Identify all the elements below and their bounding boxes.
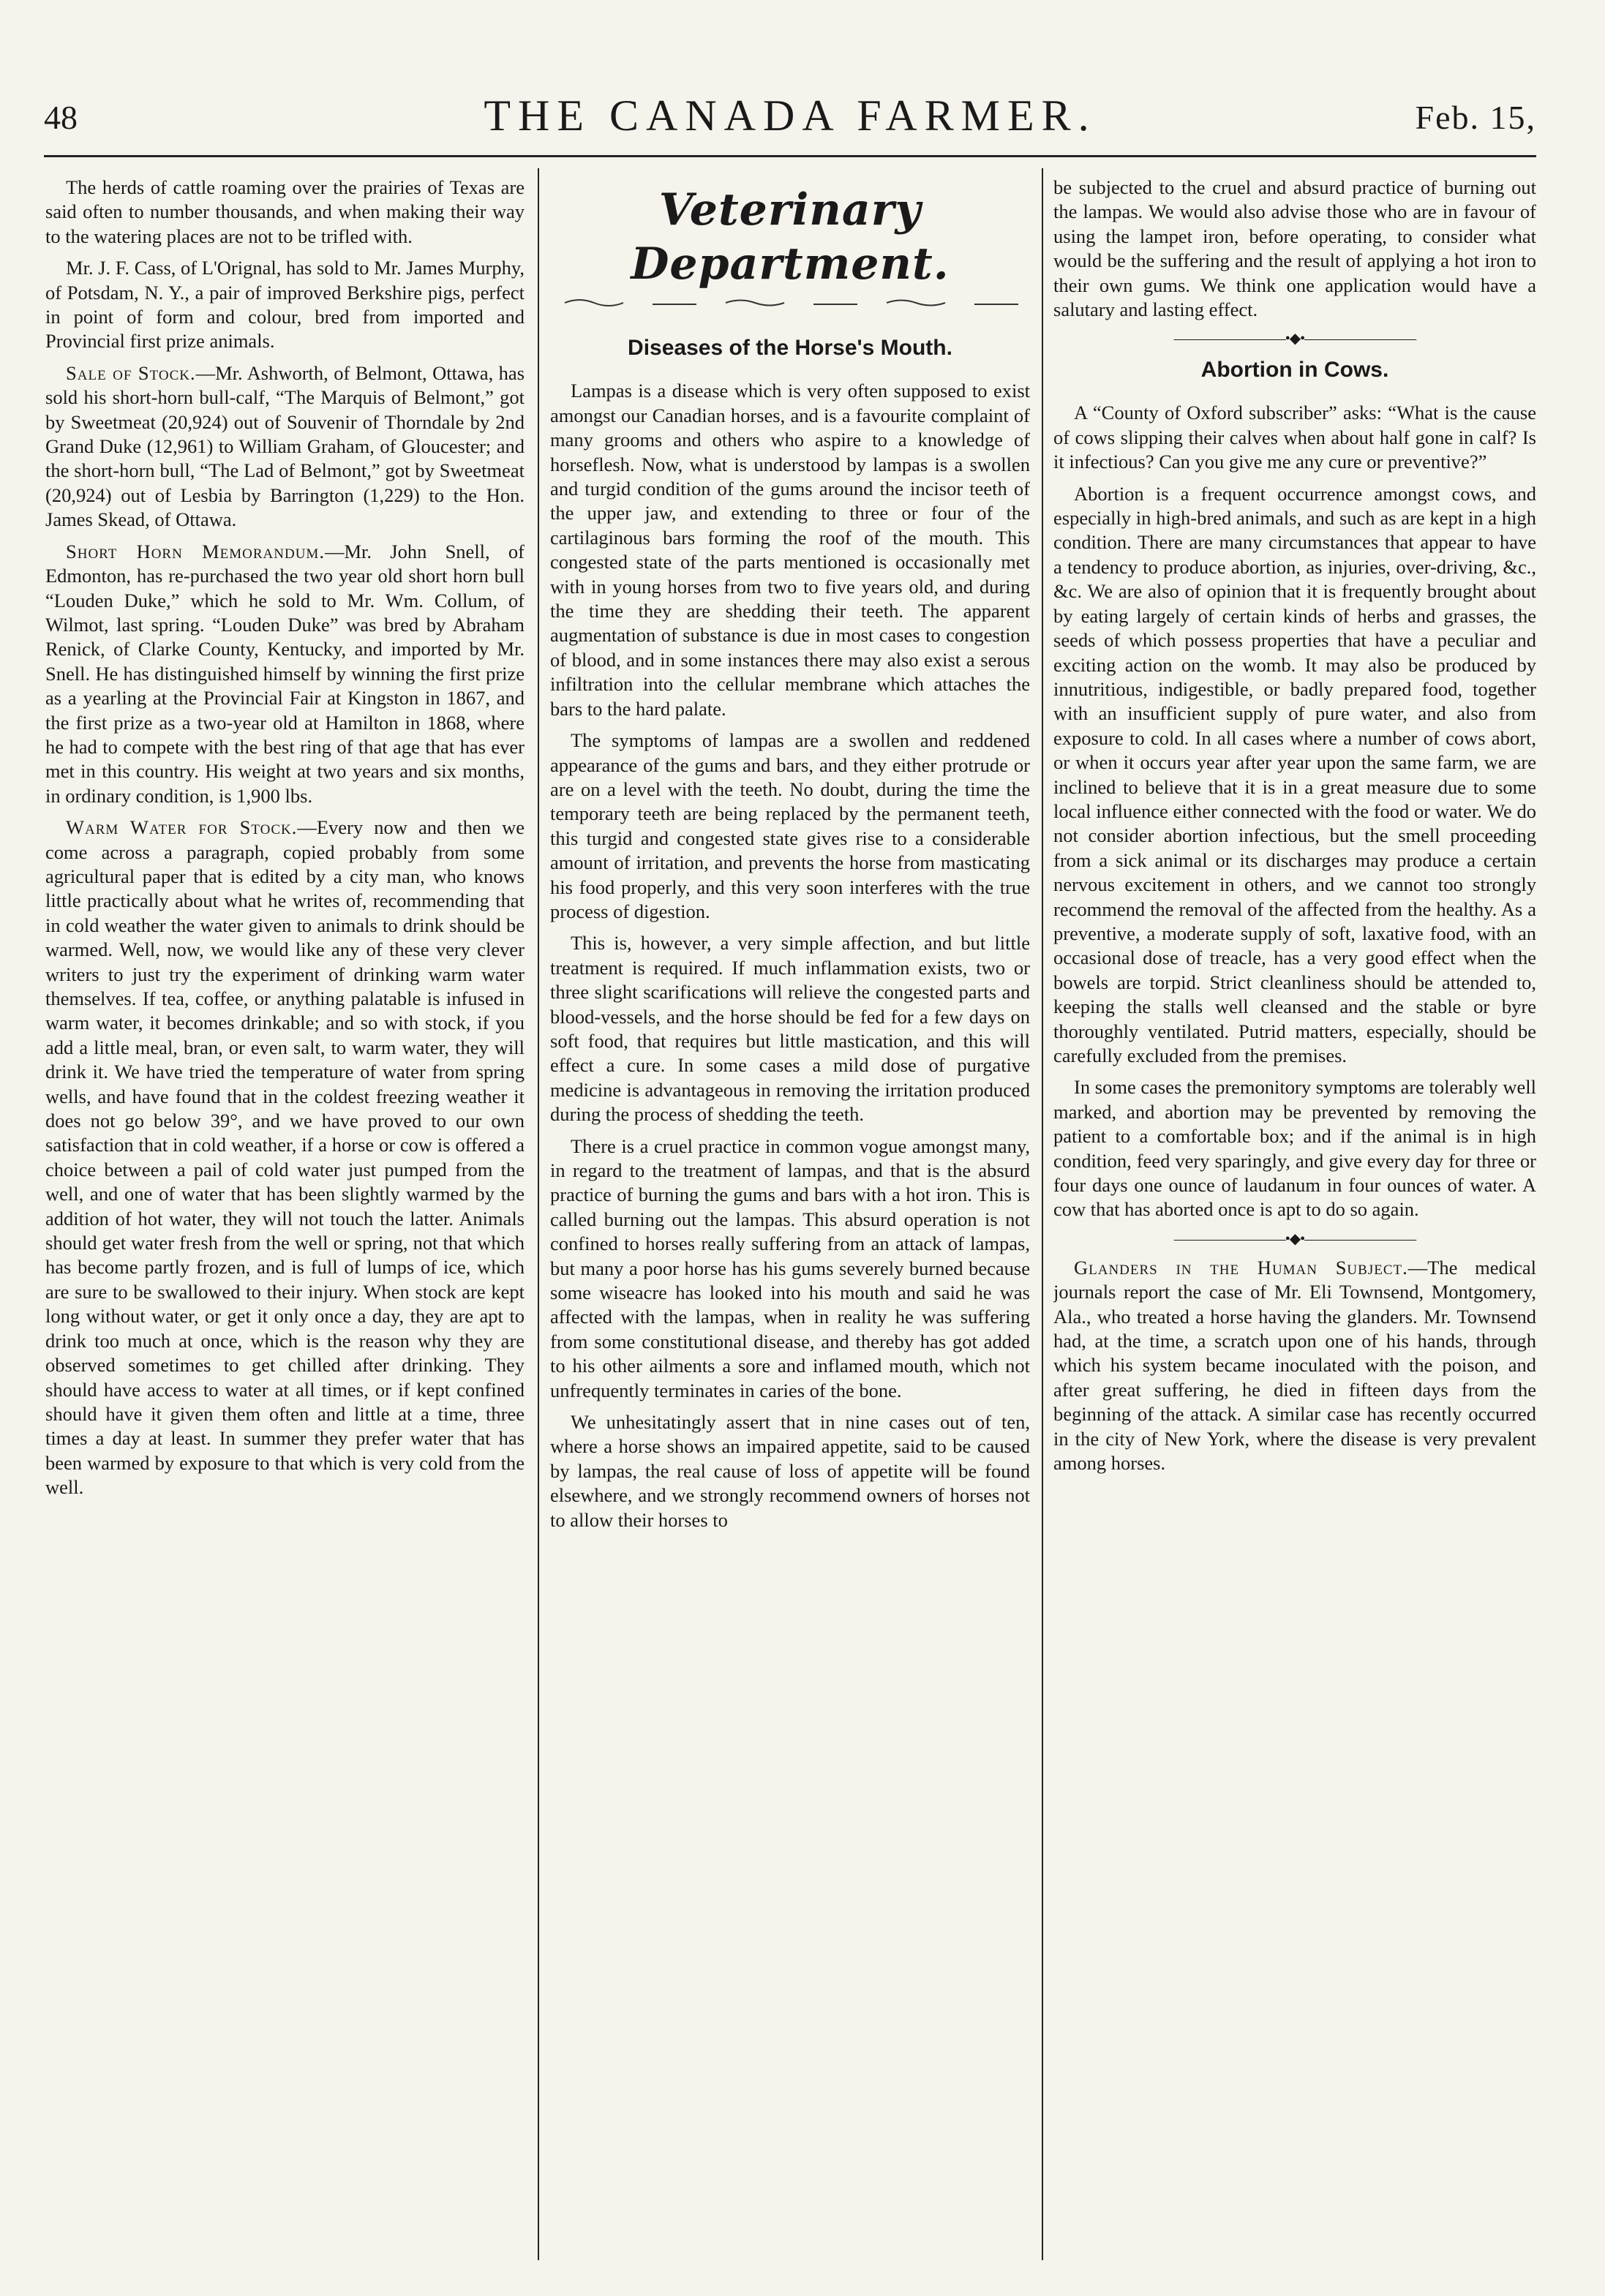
paragraph-continued-lampas: be subjected to the cruel and absurd practice of burning out the lampas. We would also advise those who are in favour of using the lampet iron, before operating, to consider what would be the suffering and the result of applying a hot iron to their own gums. We think one application would have a salutary and lasting effect.: [1053, 176, 1536, 321]
paragraph-sale-of-stock: [45, 361, 525, 532]
body-warm-water: —Every now and then we come across a paragraph, copied probably from some agricultural paper that is edited by a city man, who knows little practically about what he writes of, recommending that in cold weather the water given to animals to drink should be warmed. Well, now, we would like any of these very clever writers to just try the experiment of drinking warm water themselves. If tea, coffee, or anything palatable is infused in warm water, it becomes drinkable; and so with stock, if you add a little meal, bran, or even salt, to warm water, they will drink it. We have tried the temperature of water from spring wells, and have found that in the coldest freezing weather it does not go below 39°, and we have proved to our own satisfaction that in cold weather, if a horse or cow is offered a choice between a pail of cold water just pumped from the well, and one of water that has been slightly warmed by the addition of hot water, they will not touch the latter. Animals should get water fresh from the well or spring, not that which has become partly frozen, and is full of lumps of ice, which are sure to be swallowed to their injury. When stock are kept long without water, or get it only once a day, they are apt to drink too much at once, which is the reason why they are observed sometimes to get chilled after drinking. They should have access to water at all times, or if kept confined should have it given them often and little at a time, three times a day at least. In summer they prefer water that has been warmed by exposure to that which is very cold from the well.: [45, 816, 525, 1499]
column-middle: [550, 176, 1030, 2267]
header-rule: [44, 155, 1536, 157]
article-heading-horse-mouth: Diseases of the Horse's Mouth.: [628, 336, 952, 361]
paragraph-glanders: [1053, 1256, 1536, 1476]
lead-short-horn-memo: Short Horn Memorandum.: [66, 540, 325, 562]
paragraph-cruel-practice: There is a cruel practice in common vogue amongst many, in regard to the treatment of lampas, and that is the absurd practice of burning the gums and bars with a hot iron. This is called burning out the lampas. This absurd operation is not confined to horses really suffering from an attack of lampas, but many a poor horse has his gums severely burned because some wiseacre has looked into his mouth and said he was affected with the lampas, when in reality he was suffering from some constitutional disease, and thereby has got added to his other ailments a sore and inflamed mouth, which not unfrequently terminates in caries of the bone.: [550, 1134, 1030, 1401]
paragraph-abortion-answer: Abortion is a frequent occurrence amongst cows, and especially in high-bred animals, and such as are kept in a high condition. There are many circumstances that appear to have a tendency to produce abortion, as injuries, over-driving, &c., &c. We are also of opinion that it is frequently brought about by eating largely of certain kinds of herbs and grasses, the seeds of which possess properties that have a peculiar and exciting action on the womb. It may also be produced by innutritious, indigestible, or badly prepared food, together with an insufficient supply of pure water, and also from exposure to cold. In all cases where a number of cows abort, or when it occurs year after year upon the same farm, we are inclined to believe that it is in a great measure due to some local influence either connected with the food or water. We do not consider abortion infectious, but the smell proceeding from a sick animal or its discharges may produce a certain nervous excitement in others, and we cannot too strongly recommend the removal of the affected from the healthy. As a preventive, a moderate supply of soft, laxative food, with an occasional dose of treacle, has a very good effect when the bowels are torpid. Strict cleanliness should be attended to, keeping the stalls well cleansed and the stable or byre thoroughly ventilated. Putrid matters, especially, should be carefully excluded from the premises.: [1053, 482, 1536, 1066]
lead-warm-water: Warm Water for Stock.: [66, 816, 298, 839]
decorative-rule: [550, 296, 1030, 310]
issue-date: Feb. 15,: [1415, 99, 1536, 136]
paragraph-premonitory: In some cases the premonitory symptoms are tolerably well marked, and abortion may be prevented by removing the patient to a comfortable box; and if the animal is in high condition, feed very sparingly, and give every day for three or four days one ounce of laudanum in four ounces of water. A cow that has aborted once is apt to do so again.: [1053, 1076, 1536, 1221]
paragraph-lampas-treatment: This is, however, a very simple affection, and but little treatment is required. If much inflammation exists, two or three slight scarifications will relieve the congested parts and blood-vessels, and the horse should be fed for a few days on soft food, that requires but little mastication, and this will effect a cure. In some cases a mild dose of purgative medicine is advantageous in removing the irritation produced during the process of shedding the teeth.: [550, 932, 1030, 1126]
paragraph-texas-cattle: The herds of cattle roaming over the prairies of Texas are said often to number thousands, and when making their way to the watering places are not to be trifled with.: [45, 176, 525, 247]
column-left: [45, 176, 525, 2267]
department-title: Veterinary Department.: [631, 184, 950, 290]
ornament-divider-icon: ————————•◆•————————: [1173, 1230, 1416, 1247]
page-number: 48: [44, 99, 78, 136]
paragraph-unhesitatingly: We unhesitatingly assert that in nine cases out of ten, where a horse shows an impaired appetite, said to be caused by lampas, the real cause of loss of appetite will be found elsewhere, and we strongly recommend owners of horses not to allow their horses to: [550, 1411, 1030, 1531]
paragraph-berkshire-pigs: Mr. J. F. Cass, of L'Orignal, has sold to Mr. James Murphy, of Potsdam, N. Y., a pair of improved Berkshire pigs, perfect in point of form and colour, bred from imported and Provincial first prize animals.: [45, 257, 525, 353]
article-heading-abortion: Abortion in Cows.: [1200, 358, 1389, 383]
lead-sale-of-stock: Sale of Stock.: [66, 361, 196, 384]
paragraph-oxford-question: A “County of Oxford subscriber” asks: “What is the cause of cows slipping their calves when about half gone in calf? Is it infectious? Can you give me any cure or preventive?”: [1053, 402, 1536, 473]
body-short-horn-memo: —Mr. John Snell, of Edmonton, has re-purchased the two year old short horn bull “Louden Duke,” which he sold to Mr. Wm. Collum, of Wilmot, last spring. “Louden Duke” was bred by Abraham Renick, of Clarke County, Kentucky, and imported by Mr. Snell. He has distinguished himself by winning the first prize as a yearling at the Provincial Fair at Kingston in 1867, and the first prize as a two-year old at Hamilton in 1868, where he had to compete with the best ring of that age that has ever met in this country. His weight at two years and six months, in ordinary condition, is 1,900 lbs.: [45, 540, 525, 807]
body-sale-of-stock: —Mr. Ashworth, of Belmont, Ottawa, has sold his short-horn bull-calf, “The Marquis of Belmont,” got by Sweetmeat (20,924) out of Souvenir of Thorndale by 2nd Grand Duke (12,961) to William Graham, of Gloucester; and the short-horn bull, “The Lad of Belmont,” got by Sweetmeat (20,924) out of Lesbia by Barrington (1,229) to the Hon. James Skead, of Ottawa.: [45, 361, 525, 531]
masthead-title: THE CANADA FARMER.: [484, 91, 1097, 140]
column-rule-right: [1042, 168, 1043, 2260]
ornament-divider-icon: ————————•◆•————————: [1173, 331, 1416, 347]
paragraph-warm-water: [45, 816, 525, 1499]
body-glanders: —The medical journals report the case of Mr. Eli Townsend, Montgomery, Ala., who treated a horse having the glanders. Mr. Townsend had, at the time, a scratch upon one of his hands, through which his system became inoculated with the poison, and after great suffering, he died in fifteen days from the beginning of the attack. A similar case has recently occurred in the city of New York, where the disease is very prevalent among horses.: [1053, 1256, 1536, 1475]
column-rule-left: [538, 168, 539, 2260]
paragraph-short-horn-memo: [45, 540, 525, 808]
paragraph-lampas-definition: Lampas is a disease which is very often supposed to exist amongst our Canadian horses, and is a favourite complaint of many grooms and others who aspire to a knowledge of horseflesh. Now, what is understood by lampas is a swollen and turgid condition of the gums around the incisor teeth of the upper jaw, and extending to three or four of the cartilaginous bars forming the roof of the mouth. This congested state of the parts mentioned is occasionally met with in young horses from two to five years old, and during the time they are shedding their teeth. The apparent augmentation of substance is due in most cases to congestion of blood, and in some instances there may also exist a serous infiltration into the cellular membrane which attaches the bars to the hard palate.: [550, 380, 1030, 720]
column-right: [1053, 176, 1536, 2267]
page-header: [44, 76, 1536, 149]
paragraph-lampas-symptoms: The symptoms of lampas are a swollen and reddened appearance of the gums and bars, and they either protrude or are on a level with the teeth. No doubt, during the time the temporary teeth are being replaced by the permanent teeth, this turgid and congested state gives rise to a considerable amount of irritation, and prevents the horse from masticating his food properly, and this very soon interferes with the true process of digestion.: [550, 729, 1030, 922]
lead-glanders: Glanders in the Human Subject.: [1074, 1256, 1408, 1279]
